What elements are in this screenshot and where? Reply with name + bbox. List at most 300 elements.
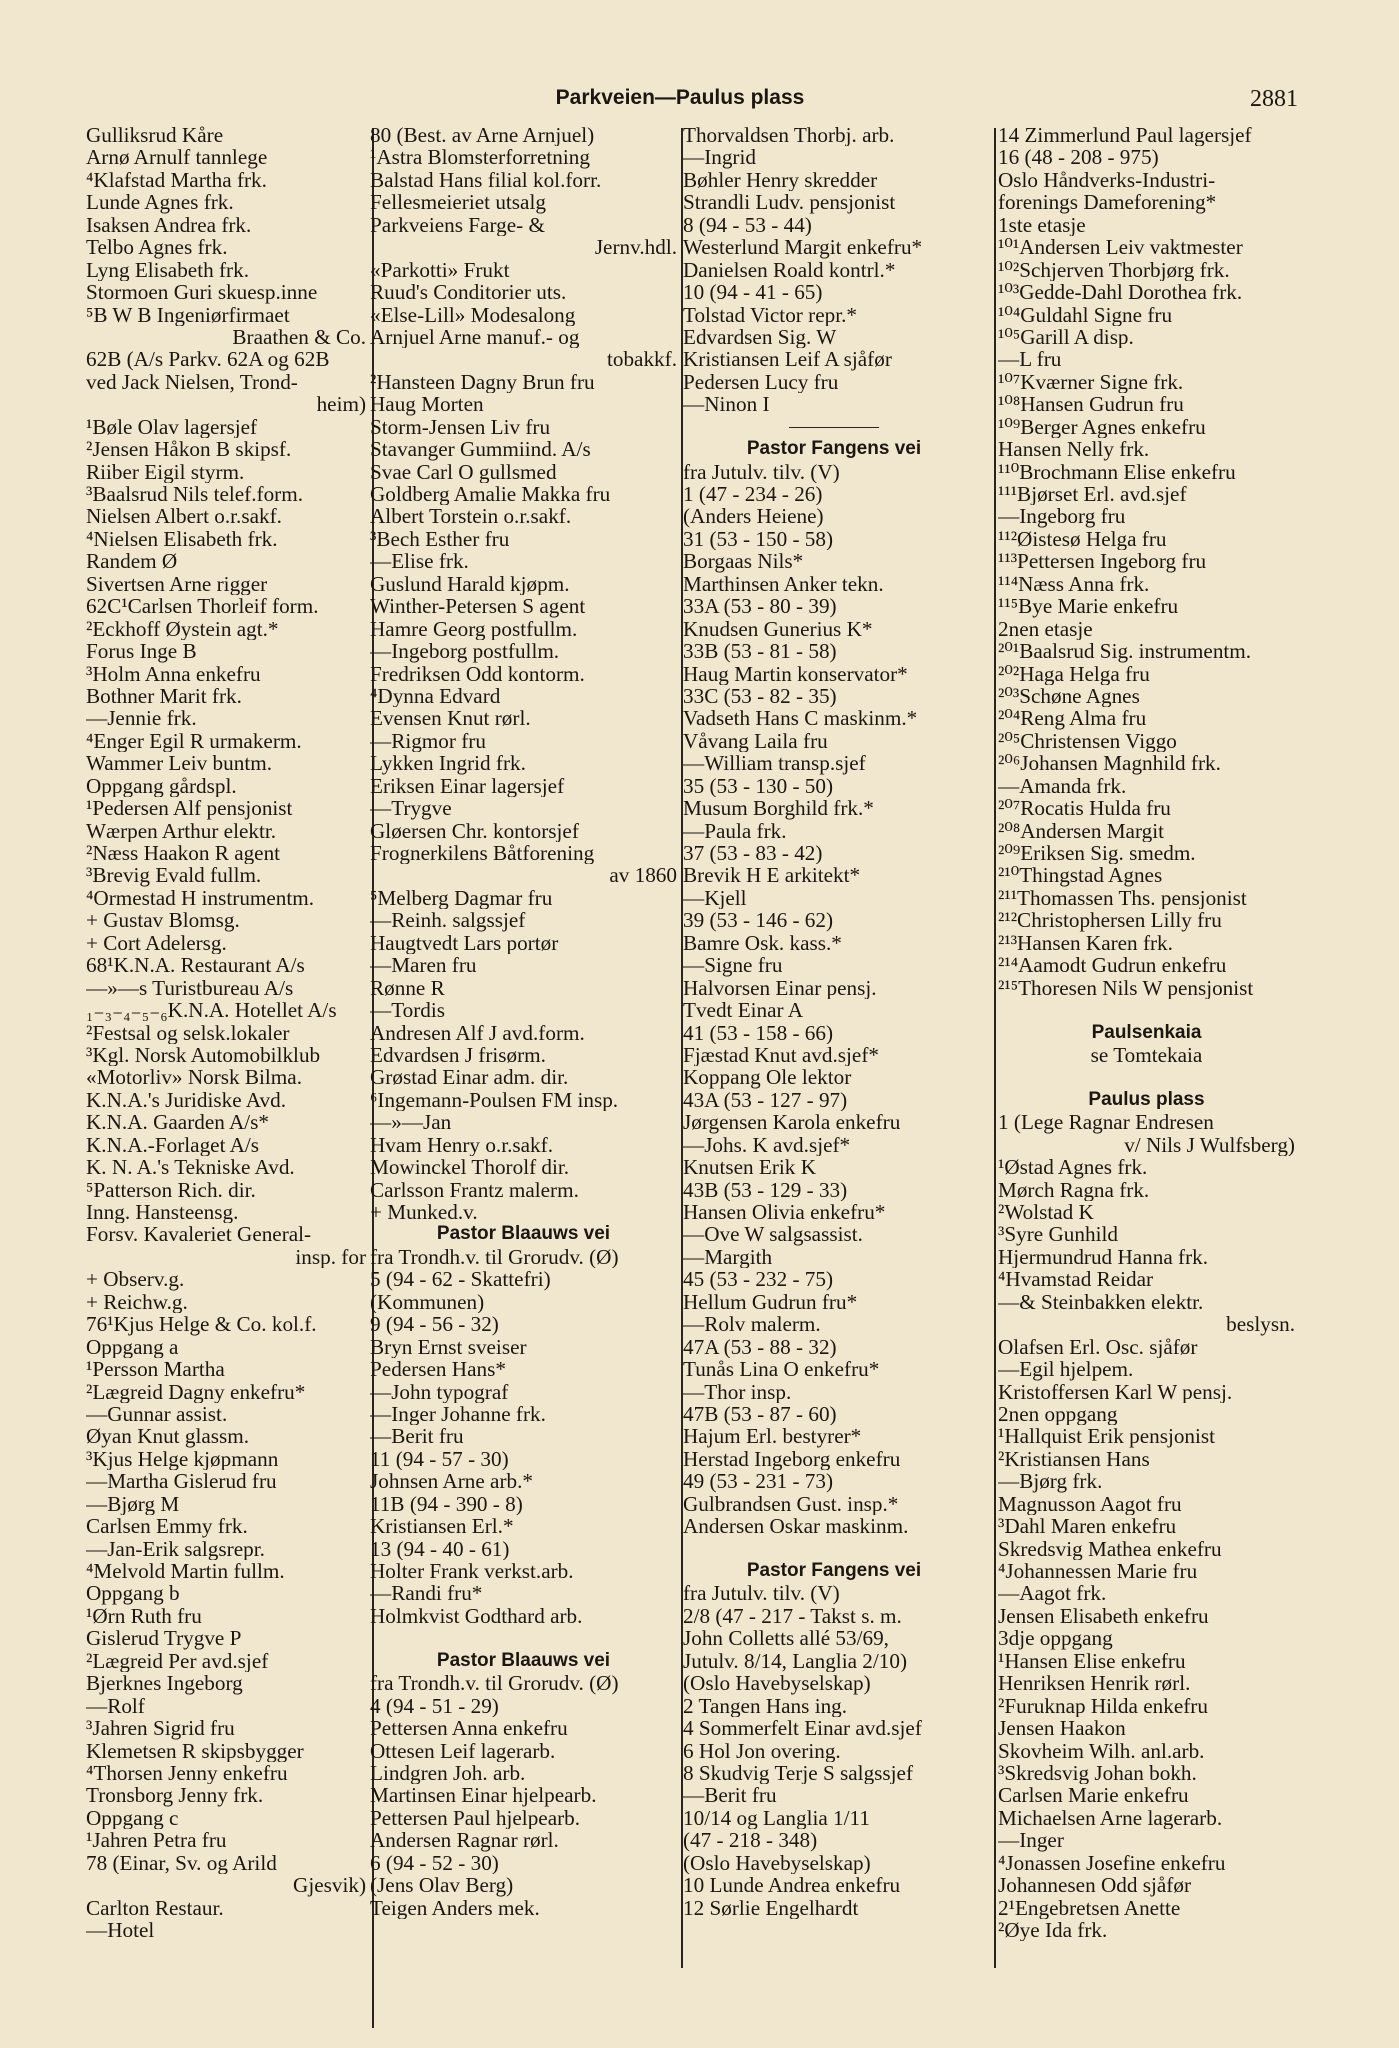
directory-line: —Berit fru — [683, 1784, 777, 1807]
directory-line: Johnsen Arne arb.* — [370, 1470, 533, 1493]
street-heading: Pastor Blaauws vei — [436, 1223, 611, 1245]
directory-line: ¹Ørn Ruth fru — [86, 1604, 202, 1628]
directory-line: ²⁰³Schøne Agnes — [998, 684, 1140, 708]
directory-line: Bjerknes Ingeborg — [86, 1672, 243, 1695]
directory-line: 35 (53 - 130 - 50) — [683, 774, 834, 798]
directory-line: Riiber Eigil styrm. — [86, 460, 245, 483]
directory-line: ²Lægreid Per avd.sjef — [86, 1649, 269, 1673]
directory-line: 33B (53 - 81 - 58) — [683, 640, 837, 663]
page-number: 2881 — [1250, 86, 1298, 112]
directory-line: fra Trondh.v. til Grorudv. (Ø) — [370, 1672, 619, 1695]
directory-line: fra Jutulv. tilv. (V) — [683, 460, 840, 483]
directory-line: Tronsborg Jenny frk. — [86, 1784, 264, 1807]
directory-line: Jernv.hdl. — [594, 236, 677, 259]
directory-line: Lunde Agnes frk. — [86, 191, 234, 214]
directory-line: ¹⁰³Gedde-Dahl Dorothea frk. — [998, 281, 1243, 304]
directory-line: 6 (94 - 52 - 30) — [370, 1851, 499, 1875]
directory-line: Telbo Agnes frk. — [86, 236, 228, 259]
directory-line: + Munked.v. — [370, 1201, 478, 1224]
directory-line: Hamre Georg postfullm. — [370, 617, 578, 641]
directory-line: ¹Hallquist Erik pensjonist — [998, 1425, 1216, 1448]
directory-line: Gislerud Trygve P — [86, 1627, 242, 1650]
directory-line: Storm-Jensen Liv fru — [370, 415, 551, 439]
directory-line: ²Festsal og selsk.lokaler — [86, 1021, 290, 1044]
directory-line: —Signe fru — [683, 954, 783, 977]
column-1 — [86, 124, 366, 1941]
directory-line: ²Eckhoff Øystein agt.* — [86, 617, 279, 641]
directory-line: —Johs. K avd.sjef* — [683, 1133, 851, 1157]
directory-line: Arnjuel Arne manuf.- og — [370, 325, 580, 349]
directory-line: Borgaas Nils* — [683, 550, 804, 573]
directory-line: 45 (53 - 232 - 75) — [683, 1268, 834, 1291]
directory-line: ⁴Johannessen Marie fru — [998, 1560, 1198, 1583]
directory-line: Marthinsen Anker tekn. — [683, 572, 884, 596]
directory-line: Andersen Oskar maskinm. — [683, 1515, 909, 1538]
directory-line: fra Trondh.v. til Grorudv. (Ø) — [370, 1245, 619, 1269]
directory-line: Michaelsen Arne lagerarb. — [998, 1806, 1223, 1830]
directory-line: 62B (A/s Parkv. 62A og 62B — [86, 348, 330, 371]
directory-line: 2nen etasje — [998, 617, 1093, 641]
directory-line: 33C (53 - 82 - 35) — [683, 684, 837, 708]
directory-line: (47 - 218 - 348) — [683, 1829, 818, 1852]
directory-line: 1ste etasje — [998, 213, 1086, 237]
directory-line: 10/14 og Langlia 1/11 — [683, 1806, 870, 1830]
directory-line: ¹¹¹Bjørset Erl. avd.sjef — [998, 483, 1187, 506]
directory-line: —Bjørg M — [86, 1492, 180, 1516]
directory-line: ²Næss Haakon R agent — [86, 842, 281, 865]
directory-line: 11 (94 - 57 - 30) — [370, 1447, 509, 1471]
directory-line: Musum Borghild frk.* — [683, 797, 874, 820]
directory-line: Magnusson Aagot fru — [998, 1492, 1182, 1516]
directory-line: Tvedt Einar A — [683, 999, 804, 1022]
directory-line: ²⁰⁴Reng Alma fru — [998, 707, 1147, 730]
column-4 — [998, 124, 1295, 1941]
directory-line: Oslo Håndverks-Industri- — [998, 168, 1216, 192]
directory-line: 2 Tangen Hans ing. — [683, 1694, 848, 1718]
directory-line: (Anders Heiene) — [683, 505, 824, 528]
directory-line: Johannesen Odd sjåfør — [998, 1874, 1191, 1897]
directory-line: —Bjørg frk. — [998, 1470, 1103, 1493]
directory-line: Hvam Henry o.r.sakf. — [370, 1133, 553, 1157]
directory-line: Skovheim Wilh. anl.arb. — [998, 1739, 1205, 1762]
directory-line: Skredsvig Mathea enkefru — [998, 1537, 1222, 1560]
directory-line: ²¹⁵Thoresen Nils W pensjonist — [998, 976, 1254, 1000]
directory-line: Guslund Harald kjøpm. — [370, 572, 570, 596]
directory-line — [370, 1627, 677, 1649]
directory-line: Nielsen Albert o.r.sakf. — [86, 505, 282, 528]
directory-line: K.N.A. Gaarden A/s* — [86, 1111, 270, 1134]
directory-line: 6 Hol Jon overing. — [683, 1739, 841, 1762]
directory-line: + Reichw.g. — [86, 1290, 188, 1314]
directory-line: Holmkvist Godthard arb. — [370, 1604, 583, 1628]
directory-line: Olafsen Erl. Osc. sjåfør — [998, 1335, 1198, 1359]
directory-line: Randem Ø — [86, 550, 178, 573]
directory-line: Våvang Laila fru — [683, 729, 828, 753]
directory-line: Edvardsen J frisørm. — [370, 1043, 546, 1067]
directory-line: Tunås Lina O enkefru* — [683, 1358, 880, 1381]
directory-line: —»—s Turistbureau A/s — [86, 976, 294, 1000]
directory-line: Forus Inge B — [86, 640, 197, 663]
directory-line: ³Baalsrud Nils telef.form. — [86, 483, 303, 506]
directory-line: Bothner Marit frk. — [86, 684, 242, 708]
directory-line: Lindgren Joh. arb. — [370, 1761, 526, 1785]
directory-line: 12 Sørlie Engelhardt — [683, 1896, 859, 1919]
directory-line: 1 (Lege Ragnar Endresen — [998, 1111, 1214, 1134]
directory-line: (Jens Olav Berg) — [370, 1874, 514, 1897]
directory-line: Carlsen Emmy frk. — [86, 1515, 248, 1538]
directory-line: 68¹K.N.A. Restaurant A/s — [86, 954, 305, 977]
directory-line: Klemetsen R skipsbygger — [86, 1739, 304, 1762]
directory-line: 78 (Einar, Sv. og Arild — [86, 1851, 277, 1875]
directory-line: Kristiansen Erl.* — [370, 1515, 514, 1538]
directory-line: fra Jutulv. tilv. (V) — [683, 1582, 840, 1605]
directory-line: ²Jensen Håkon B skipsf. — [86, 438, 292, 461]
directory-line: ¹Astra Blomsterforretning — [370, 146, 590, 169]
directory-line: —Reinh. salgssjef — [370, 909, 526, 932]
directory-line: Oppgang c — [86, 1806, 179, 1830]
directory-line: —Gunnar assist. — [86, 1402, 228, 1426]
directory-line: 10 Lunde Andrea enkefru — [683, 1874, 901, 1897]
directory-line: ⁴Thorsen Jenny enkefru — [86, 1761, 288, 1785]
directory-line: Haug Martin konservator* — [683, 662, 908, 685]
directory-line: —Randi fru* — [370, 1582, 483, 1605]
directory-line — [998, 1066, 1295, 1088]
directory-line: ²Furuknap Hilda enkefru — [998, 1694, 1208, 1718]
directory-line: ³Holm Anna enkefru — [86, 662, 261, 685]
directory-line: —Trygve — [370, 797, 452, 820]
directory-line: ²Øye Ida frk. — [998, 1919, 1108, 1942]
directory-line: —Ingeborg fru — [998, 505, 1126, 528]
directory-line: Oppgang b — [86, 1582, 180, 1605]
directory-line: Fjæstad Knut avd.sjef* — [683, 1043, 879, 1067]
directory-line: 41 (53 - 158 - 66) — [683, 1021, 834, 1044]
directory-line: Hellum Gudrun fru* — [683, 1290, 858, 1314]
directory-line: 8 (94 - 53 - 44) — [683, 213, 812, 237]
directory-line: ¹Hansen Elise enkefru — [998, 1649, 1186, 1673]
column-2 — [370, 124, 677, 1919]
directory-line: Henriksen Henrik rørl. — [998, 1672, 1191, 1695]
directory-line: 3dje oppgang — [998, 1627, 1113, 1650]
column-divider — [994, 128, 996, 1968]
directory-line: Gulbrandsen Gust. insp.* — [683, 1492, 899, 1516]
directory-line: ¹¹⁵Bye Marie enkefru — [998, 595, 1179, 618]
directory-line: Grøstad Einar adm. dir. — [370, 1066, 569, 1089]
directory-line: —Hotel — [86, 1919, 155, 1942]
directory-line: Jutulv. 8/14, Langlia 2/10) — [683, 1649, 908, 1673]
directory-line: ¹Persson Martha — [86, 1358, 225, 1381]
directory-line: Oppgang gårdspl. — [86, 774, 237, 798]
directory-line: Goldberg Amalie Makka fru — [370, 483, 611, 506]
directory-line: ²⁰⁵Christensen Viggo — [998, 729, 1177, 753]
directory-line: ¹⁰⁴Guldahl Signe fru — [998, 303, 1173, 326]
directory-line: Gløersen Chr. kontorsjef — [370, 819, 579, 842]
directory-line: «Motorliv» Norsk Bilma. — [86, 1066, 302, 1089]
directory-line: ³Dahl Maren enkefru — [998, 1515, 1177, 1538]
street-heading: Paulus plass — [1088, 1088, 1205, 1110]
street-heading: Pastor Fangens vei — [746, 438, 922, 460]
directory-line: 31 (53 - 150 - 58) — [683, 527, 834, 551]
directory-line: ²¹⁰Thingstad Agnes — [998, 864, 1163, 887]
directory-line: Wærpen Arthur elektr. — [86, 819, 277, 842]
directory-line: —Inger — [998, 1829, 1064, 1852]
directory-line: Carlsen Marie enkefru — [998, 1784, 1189, 1807]
directory-line: ¹Bøle Olav lagersjef — [86, 415, 258, 439]
directory-line: 39 (53 - 146 - 62) — [683, 909, 834, 932]
directory-line: 47B (53 - 87 - 60) — [683, 1402, 837, 1426]
directory-line: —Jan-Erik salgsrepr. — [86, 1537, 265, 1560]
directory-line: ³Jahren Sigrid fru — [86, 1717, 235, 1740]
directory-line: —Rolf — [86, 1694, 145, 1718]
directory-line: Lykken Ingrid frk. — [370, 752, 526, 775]
directory-line: Ottesen Leif lagerarb. — [370, 1739, 556, 1762]
directory-line: Eriksen Einar lagersjef — [370, 774, 565, 798]
directory-line: Mørch Ragna frk. — [998, 1178, 1150, 1201]
directory-line: Tolstad Victor repr.* — [683, 303, 857, 326]
street-heading: Pastor Fangens vei — [746, 1560, 922, 1581]
directory-line: ²¹⁴Aamodt Gudrun enkefru — [998, 954, 1227, 977]
directory-line: Fellesmeieriet utsalg — [370, 191, 546, 214]
directory-line: 1 (47 - 234 - 26) — [683, 483, 823, 506]
directory-line: Ruud's Conditorier uts. — [370, 281, 567, 304]
directory-line: ²¹²Christophersen Lilly fru — [998, 909, 1222, 932]
directory-line: —Margith — [683, 1245, 773, 1269]
directory-line: —Rolv malerm. — [683, 1313, 821, 1336]
directory-line: ⁶Ingemann-Poulsen FM insp. — [370, 1088, 619, 1112]
directory-line: —John typograf — [370, 1380, 509, 1403]
directory-line: —Aagot frk. — [998, 1582, 1107, 1605]
directory-line: v/ Nils J Wulfsberg) — [1124, 1133, 1295, 1157]
directory-line: Hajum Erl. bestyrer* — [683, 1425, 862, 1448]
directory-line: Evensen Knut rørl. — [370, 707, 531, 730]
directory-line: av 1860 — [609, 864, 677, 887]
directory-line: Pettersen Paul hjelpearb. — [370, 1806, 581, 1830]
directory-line: ³Kjus Helge kjøpmann — [86, 1447, 279, 1471]
directory-line: se Tomtekaia — [1090, 1043, 1203, 1067]
directory-line: + Cort Adelersg. — [86, 931, 227, 955]
directory-line: ⁴Nielsen Elisabeth frk. — [86, 527, 278, 551]
directory-line: 8 Skudvig Terje S salgssjef — [683, 1761, 913, 1785]
directory-line: Lyng Elisabeth frk. — [86, 258, 249, 282]
directory-line: + Observ.g. — [86, 1268, 185, 1291]
directory-line: heim) — [316, 393, 366, 416]
directory-line: Arnø Arnulf tannlege — [86, 146, 268, 169]
directory-line: Brevik H E arkitekt* — [683, 864, 861, 887]
directory-line: 43A (53 - 127 - 97) — [683, 1088, 848, 1112]
directory-line: ²⁰⁷Rocatis Hulda fru — [998, 797, 1171, 820]
directory-line: 43B (53 - 129 - 33) — [683, 1178, 848, 1201]
directory-line: Knutsen Erik K — [683, 1156, 816, 1179]
directory-line: Bamre Osk. kass.* — [683, 931, 842, 955]
directory-line: 13 (94 - 40 - 61) — [370, 1537, 510, 1560]
directory-line: Svae Carl O gullsmed — [370, 460, 557, 483]
directory-line: ₁₋₃₋₄₋₅₋₆K.N.A. Hotellet A/s — [86, 999, 337, 1022]
directory-line: Knudsen Gunerius K* — [683, 617, 873, 641]
directory-line: ¹⁰⁵Garill A disp. — [998, 325, 1134, 349]
directory-line: + Gustav Blomsg. — [86, 909, 240, 932]
directory-line: Holter Frank verkst.arb. — [370, 1560, 574, 1583]
page-header-title: Parkveien—Paulus plass — [555, 86, 805, 109]
directory-line: ⁴Melvold Martin fullm. — [86, 1560, 285, 1583]
directory-line: —Egil hjelpem. — [998, 1358, 1134, 1381]
directory-line: Carlsson Frantz malerm. — [370, 1178, 579, 1201]
directory-line: ²⁰⁹Eriksen Sig. smedm. — [998, 842, 1196, 865]
directory-line: K.N.A.'s Juridiske Avd. — [86, 1088, 286, 1112]
directory-line: Balstad Hans filial kol.forr. — [370, 168, 602, 192]
directory-line: Jensen Elisabeth enkefru — [998, 1604, 1209, 1628]
directory-line: Jensen Haakon — [998, 1717, 1126, 1740]
directory-line: ¹¹³Pettersen Ingeborg fru — [998, 550, 1207, 573]
directory-line: —Maren fru — [370, 954, 477, 977]
directory-line: 4 Sommerfelt Einar avd.sjef — [683, 1717, 922, 1740]
directory-line: —Ingrid — [683, 146, 756, 169]
directory-line: forenings Dameforening* — [998, 191, 1217, 214]
directory-line: ²⁰¹Baalsrud Sig. instrumentm. — [998, 640, 1252, 663]
directory-line: 49 (53 - 231 - 73) — [683, 1470, 834, 1493]
directory-line: Martinsen Einar hjelpearb. — [370, 1784, 597, 1807]
directory-line — [683, 1538, 985, 1560]
directory-line: Øyan Knut glassm. — [86, 1425, 250, 1448]
directory-line: 5 (94 - 62 - Skattefri) — [370, 1268, 551, 1291]
directory-line: ²Lægreid Dagny enkefru* — [86, 1380, 306, 1403]
directory-line: Westerlund Margit enkefru* — [683, 236, 923, 259]
directory-line: 37 (53 - 83 - 42) — [683, 842, 823, 865]
directory-line: ¹⁰¹Andersen Leiv vaktmester — [998, 236, 1243, 259]
directory-line: Strandli Ludv. pensjonist — [683, 191, 896, 214]
directory-line: K.N.A.-Forlaget A/s — [86, 1133, 260, 1157]
directory-line: —Paula frk. — [683, 819, 787, 842]
directory-line: Andresen Alf J avd.form. — [370, 1021, 585, 1044]
directory-line: ¹Jahren Petra fru — [86, 1829, 227, 1852]
directory-line: ⁴Hvamstad Reidar — [998, 1268, 1154, 1291]
directory-line: Hansen Olivia enkefru* — [683, 1201, 886, 1224]
directory-line: ²⁰⁸Andersen Margit — [998, 819, 1165, 842]
directory-line: ²¹³Hansen Karen frk. — [998, 931, 1173, 955]
directory-line: —L fru — [998, 348, 1062, 371]
directory-line: 80 (Best. av Arne Arnjuel) — [370, 124, 595, 147]
directory-line: ²¹¹Thomassen Ths. pensjonist — [998, 886, 1247, 910]
directory-line: 4 (94 - 51 - 29) — [370, 1694, 499, 1718]
directory-line: Hansen Nelly frk. — [998, 438, 1150, 461]
directory-line: Oppgang a — [86, 1335, 179, 1359]
directory-line: Hjermundrud Hanna frk. — [998, 1245, 1209, 1269]
directory-line: Rønne R — [370, 976, 445, 1000]
directory-line: ¹¹⁴Næss Anna frk. — [998, 572, 1150, 596]
directory-line: —Inger Johanne frk. — [370, 1402, 546, 1426]
directory-line: ³Bech Esther fru — [370, 527, 510, 551]
directory-line: Thorvaldsen Thorbj. arb. — [683, 124, 895, 147]
directory-line: ved Jack Nielsen, Trond- — [86, 370, 298, 394]
directory-line: Gjesvik) — [293, 1874, 366, 1897]
directory-line: Teigen Anders mek. — [370, 1896, 540, 1919]
directory-line: Braathen & Co. — [232, 325, 366, 349]
directory-line: Winther-Petersen S agent — [370, 595, 586, 618]
directory-line: ¹¹⁰Brochmann Elise enkefru — [998, 460, 1236, 483]
directory-line: «Parkotti» Frukt — [370, 258, 510, 282]
directory-line: 62C¹Carlsen Thorleif form. — [86, 595, 319, 618]
directory-line: ²⁰²Haga Helga fru — [998, 662, 1150, 685]
directory-line: Wammer Leiv buntm. — [86, 752, 272, 775]
directory-line: Parkveiens Farge- & — [370, 213, 545, 237]
directory-line: 76¹Kjus Helge & Co. kol.f. — [86, 1313, 317, 1336]
directory-line: Sivertsen Arne rigger — [86, 572, 268, 596]
directory-line: Halvorsen Einar pensj. — [683, 976, 877, 1000]
directory-line: 16 (48 - 208 - 975) — [998, 146, 1159, 169]
directory-line: Koppang Ole lektor — [683, 1066, 852, 1089]
directory-line: Mowinckel Thorolf dir. — [370, 1156, 570, 1179]
directory-line: ¹⁰⁹Berger Agnes enkefru — [998, 415, 1206, 439]
directory-line: 11B (94 - 390 - 8) — [370, 1492, 523, 1516]
directory-line: ²Wolstad K — [998, 1201, 1094, 1224]
directory-line: —Thor insp. — [683, 1380, 792, 1403]
directory-line: —Berit fru — [370, 1425, 464, 1448]
directory-line: Forsv. Kavaleriet General- — [86, 1223, 312, 1246]
directory-line: ³Skredsvig Johan bokh. — [998, 1761, 1197, 1785]
directory-line: Danielsen Roald kontrl.* — [683, 258, 896, 282]
directory-line: —Elise frk. — [370, 550, 469, 573]
directory-line: ⁴Enger Egil R urmakerm. — [86, 729, 302, 753]
directory-line: —Ove W salgsassist. — [683, 1223, 863, 1246]
directory-line: ¹⁰⁷Kværner Signe frk. — [998, 370, 1184, 394]
directory-line: ²Kristiansen Hans — [998, 1447, 1150, 1471]
directory-line: Andersen Ragnar rørl. — [370, 1829, 559, 1852]
directory-line: tobakkf. — [606, 348, 677, 371]
directory-line: (Kommunen) — [370, 1290, 485, 1314]
directory-line: ³Brevig Evald fullm. — [86, 864, 262, 887]
directory-line: ⁴Jonassen Josefine enkefru — [998, 1851, 1226, 1875]
directory-line: (Oslo Havebyselskap) — [683, 1672, 871, 1695]
directory-line: ⁴Ormestad H instrumentm. — [86, 886, 315, 910]
directory-line: —»—Jan — [370, 1111, 452, 1134]
directory-line: beslysn. — [1226, 1313, 1295, 1336]
directory-line: Frognerkilens Båtforening — [370, 842, 595, 865]
directory-line: 14 Zimmerlund Paul lagersjef — [998, 124, 1252, 147]
directory-line: 9 (94 - 56 - 32) — [370, 1313, 499, 1336]
directory-line: Gulliksrud Kåre — [86, 124, 224, 147]
directory-line: Haug Morten — [370, 393, 484, 416]
directory-line: —Tordis — [370, 999, 446, 1022]
directory-line: Pedersen Lucy fru — [683, 370, 839, 394]
directory-line: Stavanger Gummiind. A/s — [370, 438, 591, 461]
directory-line: Pedersen Hans* — [370, 1358, 506, 1381]
directory-line: ²Hansteen Dagny Brun fru — [370, 370, 595, 394]
directory-line: ¹⁰²Schjerven Thorbjørg frk. — [998, 258, 1230, 282]
directory-line: 10 (94 - 41 - 65) — [683, 281, 823, 304]
directory-line: ¹Pedersen Alf pensjonist — [86, 797, 293, 820]
directory-line: 2¹Engebretsen Anette — [998, 1896, 1181, 1919]
directory-line: 47A (53 - 88 - 32) — [683, 1335, 837, 1359]
directory-line: Albert Torstein o.r.sakf. — [370, 505, 572, 528]
directory-line: ⁵B W B Ingeniørfirmaet — [86, 303, 290, 326]
street-heading: Paulsenkaia — [1091, 1021, 1202, 1043]
directory-line: Pettersen Anna enkefru — [370, 1717, 568, 1740]
directory-line: —Rigmor fru — [370, 729, 486, 753]
directory-line: 2/8 (47 - 217 - Takst s. m. — [683, 1604, 902, 1628]
directory-line: —William transp.sjef — [683, 752, 866, 775]
directory-line: insp. for — [295, 1245, 366, 1269]
directory-line: Bryn Ernst sveiser — [370, 1335, 527, 1359]
directory-line — [683, 416, 985, 438]
directory-line: Vadseth Hans C maskinm.* — [683, 707, 918, 730]
directory-line: Stormoen Guri skuesp.inne — [86, 281, 318, 304]
directory-line: ⁵Melberg Dagmar fru — [370, 886, 553, 910]
directory-line: —Amanda frk. — [998, 774, 1127, 798]
directory-line: (Oslo Havebyselskap) — [683, 1851, 871, 1875]
directory-line: Herstad Ingeborg enkefru — [683, 1447, 901, 1471]
directory-line: —Martha Gislerud fru — [86, 1470, 277, 1493]
directory-line: Bøhler Henry skredder — [683, 168, 878, 192]
directory-line: Carlton Restaur. — [86, 1896, 224, 1919]
directory-line: —Ingeborg postfullm. — [370, 640, 560, 663]
